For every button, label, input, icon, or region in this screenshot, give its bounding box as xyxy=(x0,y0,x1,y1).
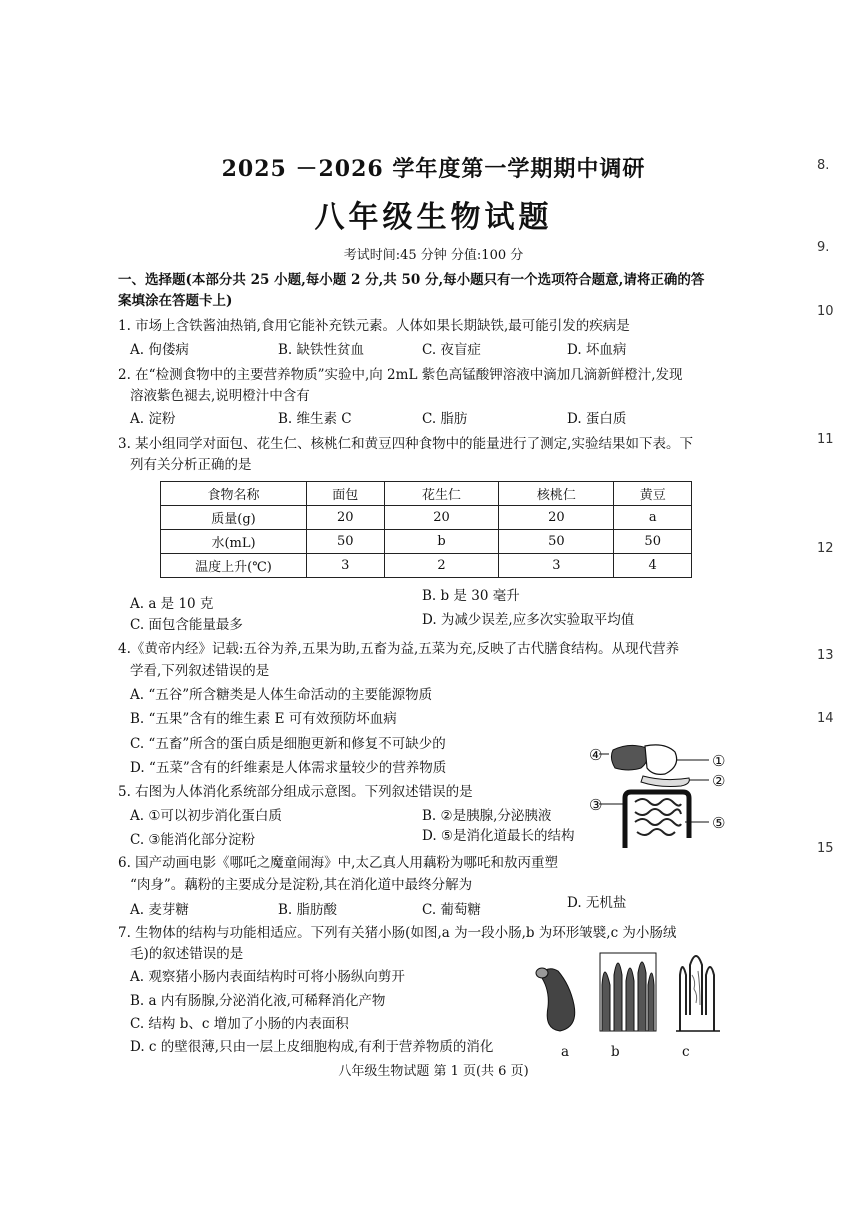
q2-option-d: D. 蛋白质 xyxy=(567,411,627,427)
q4-stem-line1: 4.《黄帝内经》记载:五谷为养,五果为助,五畜为益,五菜为充,反映了古代膳食结构。从现代营养 xyxy=(118,641,680,657)
large-intestine-shape xyxy=(625,792,689,848)
table-cell: a xyxy=(614,506,692,530)
table-row xyxy=(161,506,692,530)
section-heading-line1: 一、选择题(本部分共 25 小题,每小题 2 分,共 50 分,每小题只有一个选项符合题意,请将正确的答 xyxy=(118,272,705,288)
q7-stem-line2: 毛)的叙述错误的是 xyxy=(130,946,244,962)
q3-option-b: B. b 是 30 毫升 xyxy=(422,588,520,604)
section-heading-line2: 案填涂在答题卡上) xyxy=(118,293,233,309)
figure-label-b: b xyxy=(611,1044,620,1060)
figure-label-3: ③ xyxy=(589,796,603,814)
q1-option-d: D. 坏血病 xyxy=(567,342,627,358)
q4-option-a: A. “五谷”所含糖类是人体生命活动的主要能源物质 xyxy=(130,687,433,703)
q2-option-b: B. 维生素 C xyxy=(278,411,352,427)
margin-number: 8. xyxy=(817,158,830,173)
q2-stem-line1: 2. 在“检测食物中的主要营养物质”实验中,向 2mL 紫色高锰酸钾溶液中滴加几滴新鲜橙汁,发现 xyxy=(118,367,683,383)
margin-number: 9. xyxy=(817,240,830,255)
table-cell: 20 xyxy=(499,506,614,530)
table-header-cell: 核桃仁 xyxy=(499,482,614,506)
intestine-segment-a xyxy=(540,969,575,1031)
q3-option-d: D. 为减少误差,应多次实验取平均值 xyxy=(422,612,635,628)
circular-folds-b xyxy=(600,953,656,1031)
pancreas-shape xyxy=(641,776,689,787)
q6-option-c: C. 葡萄糖 xyxy=(422,902,481,918)
q7-stem-line1: 7. 生物体的结构与功能相适应。下列有关猪小肠(如图,a 为一段小肠,b 为环形皱襞,c 为小肠绒 xyxy=(118,925,677,941)
margin-number: 10 xyxy=(817,304,834,319)
intestine-figures xyxy=(530,945,730,1040)
q6-stem-line2: “肉身”。藕粉的主要成分是淀粉,其在消化道中最终分解为 xyxy=(130,877,473,893)
table-row xyxy=(161,530,692,554)
q4-stem-line2: 学看,下列叙述错误的是 xyxy=(130,663,270,679)
exam-info: 考试时间:45 分钟 分值:100 分 xyxy=(343,248,524,263)
q6-option-d: D. 无机盐 xyxy=(567,895,627,911)
q1-option-b: B. 缺铁性贫血 xyxy=(278,342,365,358)
figure-label-1: ① xyxy=(712,752,726,770)
q7-option-a: A. 观察猪小肠内表面结构时可将小肠纵向剪开 xyxy=(130,969,405,985)
q1-stem: 1. 市场上含铁酱油热销,食用它能补充铁元素。人体如果长期缺铁,最可能引发的疾病是 xyxy=(118,318,630,334)
table-cell: 温度上升(℃) xyxy=(161,554,307,578)
q5-option-c: C. ③能消化部分淀粉 xyxy=(130,832,256,848)
q1-option-c: C. 夜盲症 xyxy=(422,342,481,358)
q5-option-a: A. ①可以初步消化蛋白质 xyxy=(130,808,282,824)
q2-stem-line2: 溶液紫色褪去,说明橙汁中含有 xyxy=(130,388,310,404)
q4-option-c: C. “五畜”所含的蛋白质是细胞更新和修复不可缺少的 xyxy=(130,736,446,752)
table-header-cell: 花生仁 xyxy=(384,482,499,506)
q3-stem-line2: 列有关分析正确的是 xyxy=(130,457,252,473)
table-cell: 2 xyxy=(384,554,499,578)
table-cell: 50 xyxy=(614,530,692,554)
q7-option-b: B. a 内有肠腺,分泌消化液,可稀释消化产物 xyxy=(130,993,386,1009)
table-row xyxy=(161,482,692,506)
q5-option-b: B. ②是胰腺,分泌胰液 xyxy=(422,808,552,824)
q5-stem: 5. 右图为人体消化系统部分组成示意图。下列叙述错误的是 xyxy=(118,784,473,800)
q7-option-c: C. 结构 b、c 增加了小肠的内表面积 xyxy=(130,1016,349,1032)
table-cell: 3 xyxy=(499,554,614,578)
figure-label-4: ④ xyxy=(589,746,603,764)
liver-shape xyxy=(611,745,648,770)
page-footer: 八年级生物试题 第 1 页(共 6 页) xyxy=(338,1064,529,1079)
table-row xyxy=(161,554,692,578)
q3-option-c: C. 面包含能量最多 xyxy=(130,617,243,633)
villus-c xyxy=(676,956,720,1031)
table-cell: 20 xyxy=(307,506,385,530)
q7-option-d: D. c 的壁很薄,只由一层上皮细胞构成,有利于营养物质的消化 xyxy=(130,1039,494,1055)
table-header-cell: 面包 xyxy=(307,482,385,506)
exam-year-title: 2025 －2026 学年度第一学期期中调研 xyxy=(221,156,646,182)
figure-label-c: c xyxy=(682,1044,690,1060)
q3-stem-line1: 3. 某小组同学对面包、花生仁、核桃仁和黄豆四种食物中的能量进行了测定,实验结果如下表。下 xyxy=(118,436,693,452)
margin-number: 14 xyxy=(817,711,834,726)
q4-option-d: D. “五菜”含有的纤维素是人体需求量较少的营养物质 xyxy=(130,760,447,776)
table-cell: 3 xyxy=(307,554,385,578)
figure-label-5: ⑤ xyxy=(712,814,726,832)
q6-option-a: A. 麦芽糖 xyxy=(130,902,189,918)
stomach-shape xyxy=(645,745,677,775)
q4-option-b: B. “五果”含有的维生素 E 可有效预防坏血病 xyxy=(130,711,397,727)
margin-number: 15 xyxy=(817,841,834,856)
q1-option-a: A. 佝偻病 xyxy=(130,342,189,358)
table-cell: 50 xyxy=(307,530,385,554)
margin-number: 12 xyxy=(817,541,834,556)
q2-option-c: C. 脂肪 xyxy=(422,411,468,427)
table-cell: 20 xyxy=(384,506,499,530)
q6-stem-line1: 6. 国产动画电影《哪吒之魔童闹海》中,太乙真人用藕粉为哪吒和敖丙重塑 xyxy=(118,855,558,871)
table-cell: 4 xyxy=(614,554,692,578)
margin-number: 11 xyxy=(817,432,834,447)
figure-label-2: ② xyxy=(712,772,726,790)
margin-number: 13 xyxy=(817,648,834,663)
exam-subject-title: 八年级生物试题 xyxy=(314,200,553,235)
table-header-cell: 食物名称 xyxy=(161,482,307,506)
figure-label-a: a xyxy=(561,1044,570,1060)
table-cell: b xyxy=(384,530,499,554)
q3-data-table xyxy=(160,481,692,578)
table-cell: 质量(g) xyxy=(161,506,307,530)
table-cell: 50 xyxy=(499,530,614,554)
q5-option-d: D. ⑤是消化道最长的结构 xyxy=(422,828,575,844)
table-header-cell: 黄豆 xyxy=(614,482,692,506)
q2-option-a: A. 淀粉 xyxy=(130,411,176,427)
table-cell: 水(mL) xyxy=(161,530,307,554)
small-intestine-shape xyxy=(635,799,681,835)
q3-option-a: A. a 是 10 克 xyxy=(130,596,214,612)
q6-option-b: B. 脂肪酸 xyxy=(278,902,338,918)
